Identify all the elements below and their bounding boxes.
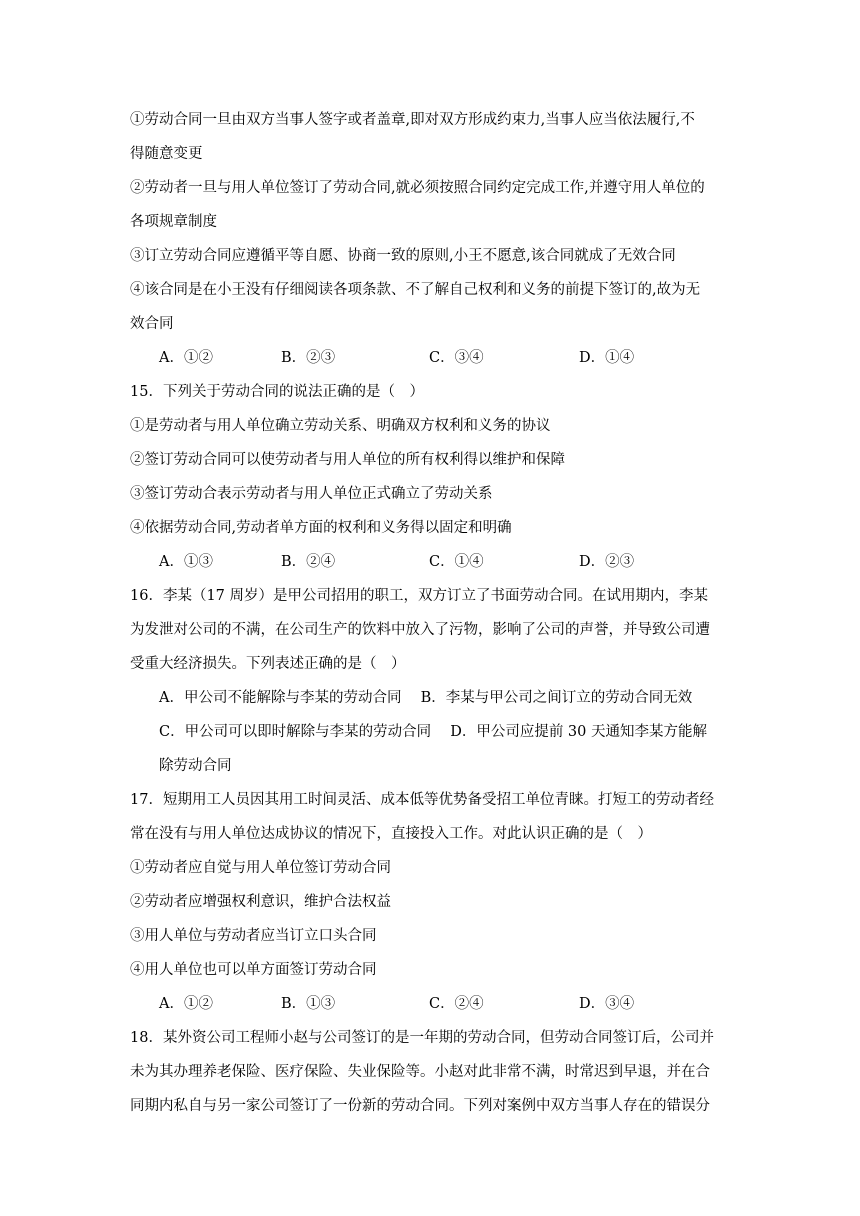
q16-stem-line-3: 受重大经济损失。下列表述正确的是（ ）: [130, 656, 406, 672]
q14-statement-1-line-1: ①劳动合同一旦由双方当事人签字或者盖章,即对双方形成约束力,当事人应当依法履行,不: [130, 112, 695, 128]
q16-stem-line-1: 16．李某（17 周岁）是甲公司招用的职工，双方订立了书面劳动合同。在试用期内，李某: [130, 588, 709, 604]
q15-statement-2: ②签订劳动合同可以使劳动者与用人单位的所有权利得以维护和保障: [130, 452, 565, 468]
q15-option-a: A．①③: [159, 554, 213, 570]
q16-options-line-2: C．甲公司可以即时解除与李某的劳动合同 D．甲公司应提前 30 天通知李某方能解: [159, 724, 707, 740]
q17-option-a: A．①②: [159, 996, 213, 1012]
q15-option-b: B．②④: [281, 554, 336, 570]
q17-statement-1: ①劳动者应自觉与用人单位签订劳动合同: [130, 860, 391, 876]
q14-statement-1-line-2: 得随意变更: [130, 146, 203, 162]
q17-option-c: C．②④: [429, 996, 484, 1012]
q17-statement-3: ③用人单位与劳动者应当订立口头合同: [130, 928, 377, 944]
q18-stem-line-2: 未为其办理养老保险、医疗保险、失业保险等。小赵对此非常不满，时常迟到早退，并在合: [130, 1064, 710, 1080]
q14-option-b: B．②③: [281, 350, 336, 366]
q18-stem-line-1: 18．某外资公司工程师小赵与公司签订的是一年期的劳动合同，但劳动合同签订后，公司并: [130, 1030, 714, 1046]
q17-option-b: B．①③: [281, 996, 336, 1012]
q17-statement-2: ②劳动者应增强权利意识，维护合法权益: [130, 894, 391, 910]
q14-statement-4-line-1: ④该合同是在小王没有仔细阅读各项条款、不了解自己权利和义务的前提下签订的,故为无: [130, 282, 701, 298]
q14-options: [159, 348, 779, 368]
q14-statement-4-line-2: 效合同: [130, 316, 174, 332]
q18-stem-line-3: 同期内私自与另一家公司签订了一份新的劳动合同。下列对案例中双方当事人存在的错误分: [130, 1098, 710, 1114]
q17-stem-line-1: 17．短期用工人员因其用工时间灵活、成本低等优势备受招工单位青睐。打短工的劳动者经: [130, 792, 714, 808]
q14-option-a: A．①②: [159, 350, 213, 366]
q14-option-d: D．①④: [579, 350, 635, 366]
q15-option-c: C．①④: [429, 554, 484, 570]
q17-options: [159, 994, 779, 1014]
q15-options: [159, 552, 779, 572]
q16-options-line-3: 除劳动合同: [159, 758, 232, 774]
q14-option-c: C．③④: [429, 350, 484, 366]
q17-statement-4: ④用人单位也可以单方面签订劳动合同: [130, 962, 377, 978]
q15-statement-1: ①是劳动者与用人单位确立劳动关系、明确双方权利和义务的协议: [130, 418, 551, 434]
q15-statement-4: ④依据劳动合同,劳动者单方面的权利和义务得以固定和明确: [130, 520, 512, 536]
q16-stem-line-2: 为发泄对公司的不满，在公司生产的饮料中放入了污物，影响了公司的声誉，并导致公司遭: [130, 622, 710, 638]
q16-options-line-1: A．甲公司不能解除与李某的劳动合同 B．李某与甲公司之间订立的劳动合同无效: [159, 690, 693, 706]
q14-statement-2-line-1: ②劳动者一旦与用人单位签订了劳动合同,就必须按照合同约定完成工作,并遵守用人单位的: [130, 180, 705, 196]
q17-option-d: D．③④: [579, 996, 635, 1012]
q15-stem: 15．下列关于劳动合同的说法正确的是（ ）: [130, 384, 424, 400]
q17-stem-line-2: 常在没有与用人单位达成协议的情况下，直接投入工作。对此认识正确的是（ ）: [130, 826, 652, 842]
q14-statement-3: ③订立劳动合同应遵循平等自愿、协商一致的原则,小王不愿意,该合同就成了无效合同: [130, 248, 676, 264]
q14-statement-2-line-2: 各项规章制度: [130, 214, 217, 230]
q15-option-d: D．②③: [579, 554, 635, 570]
q15-statement-3: ③签订劳动合表示劳动者与用人单位正式确立了劳动关系: [130, 486, 493, 502]
